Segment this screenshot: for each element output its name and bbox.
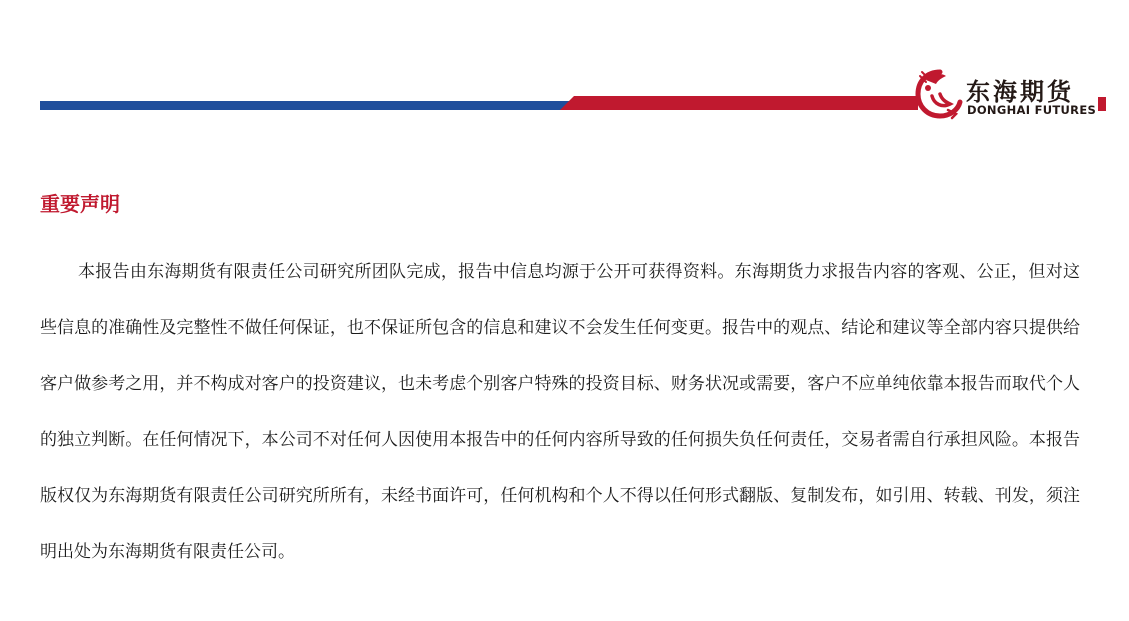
logo-text-en: DONGHAI FUTURES xyxy=(967,103,1097,117)
dragon-logo-icon xyxy=(912,66,968,122)
company-logo xyxy=(912,66,1112,122)
red-stripe xyxy=(560,96,918,110)
header-banner xyxy=(0,0,1129,130)
logo-text-cn: 东海期货 xyxy=(966,78,1074,106)
blue-stripe xyxy=(40,101,580,110)
disclaimer-paragraph: 本报告由东海期货有限责任公司研究所团队完成，报告中信息均源于公开可获得资料。东海期货力求报告内容的客观、公正，但对这些信息的准确性及完整性不做任何保证，也不保证所包含的信息和建议不会发生任何变更。报告中的观点、结论和建议等全部内容只提供给客户做参考之用，并不构成对客户的投资建议，也未考虑个别客户特殊的投资目标、财务状况或需要，客户不应单纯依靠本报告而取代个人的独立判断。在任何情况下，本公司不对任何人因使用本报告中的任何内容所导致的任何损失负任何责任，交易者需自行承担风险。本报告版权仅为东海期货有限责任公司研究所所有，未经书面许可，任何机构和个人不得以任何形式翻版、复制发布，如引用、转载、刊发，须注明出处为东海期货有限责任公司。 xyxy=(40,262,1080,562)
section-title: 重要声明 xyxy=(40,192,120,216)
